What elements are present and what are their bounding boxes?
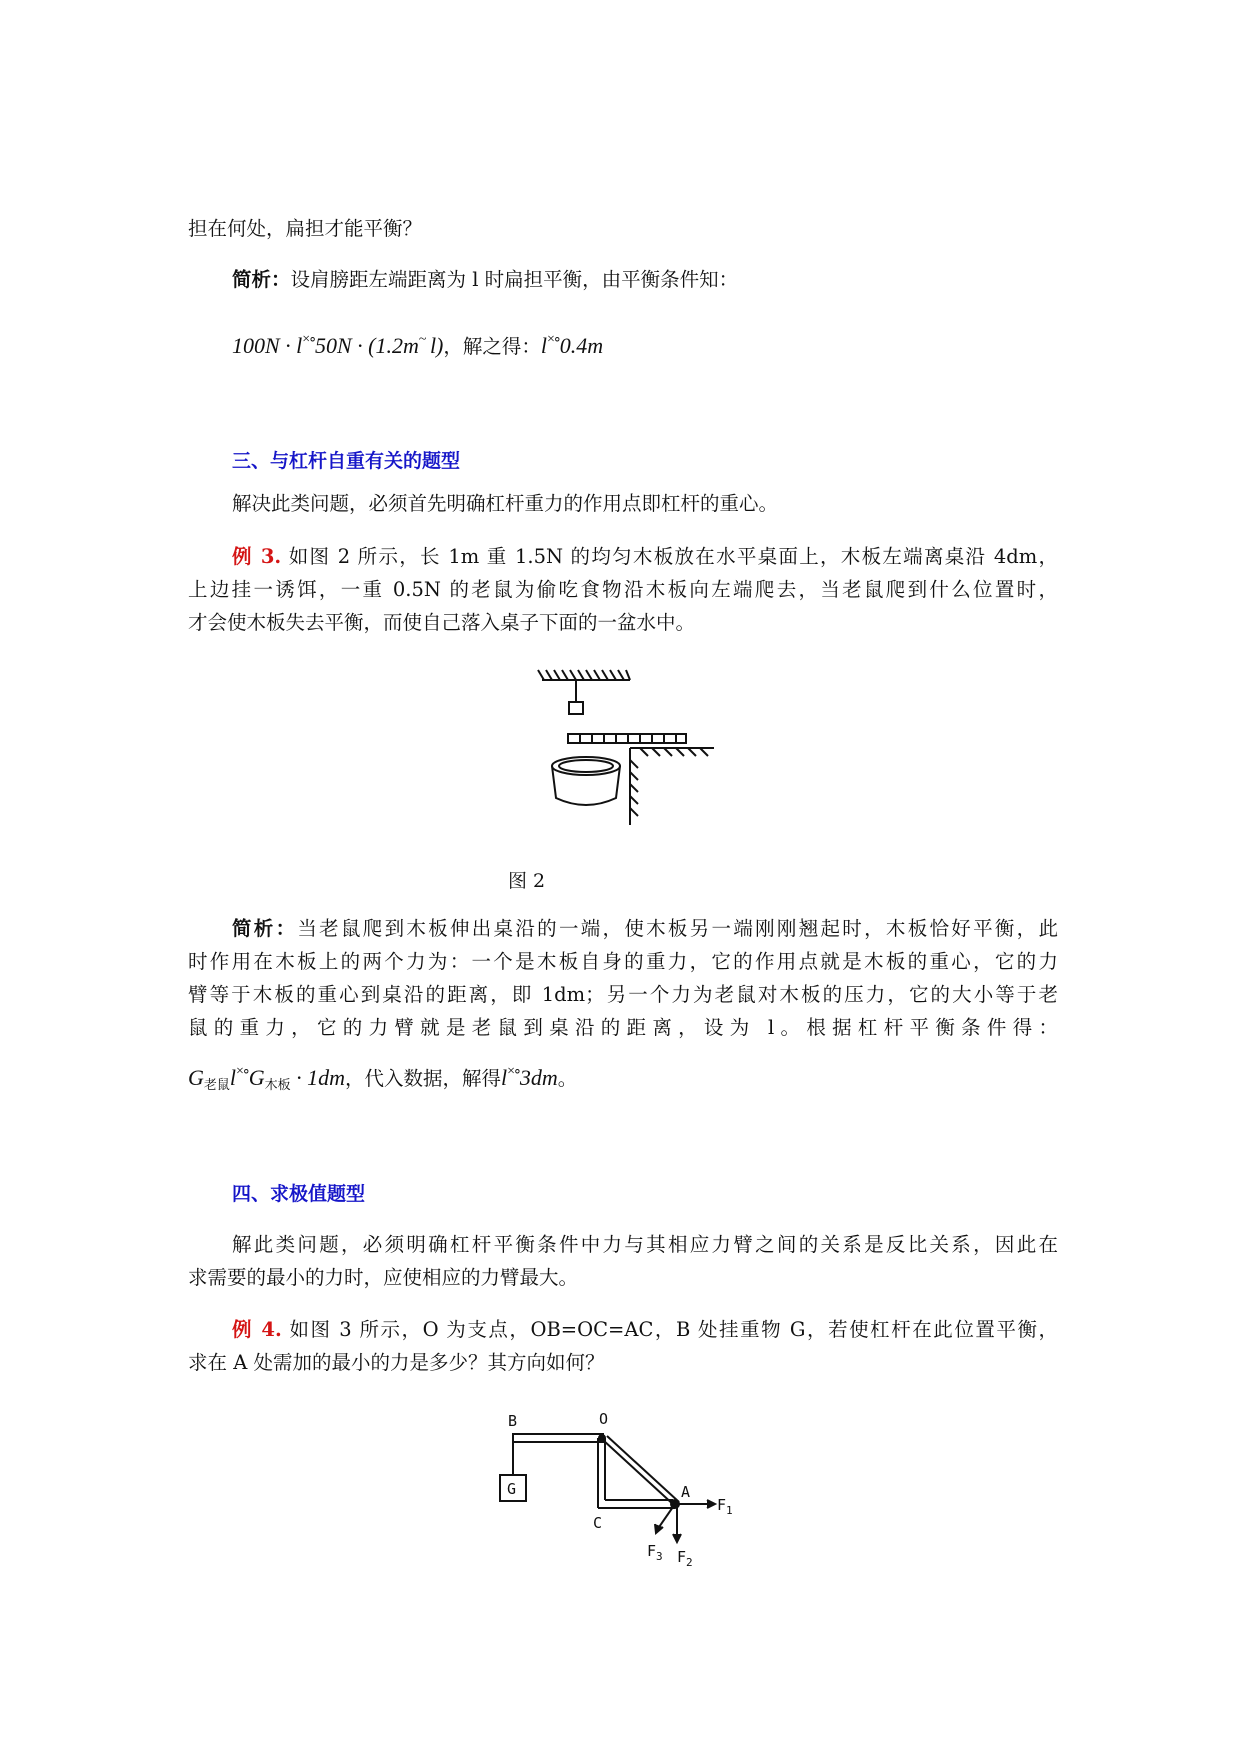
label-F2: $F_2$: [677, 1548, 693, 1569]
result-value: 0.4m: [559, 333, 604, 358]
example-3-line-2: 上边挂一诱饵，一重 0.5N 的老鼠为偷吃食物沿木板向左端爬去，当老鼠爬到什么位置时，: [188, 578, 1058, 601]
section-3-heading: 三、与杠杆自重有关的题型: [232, 450, 461, 472]
continued-question-text: 担在何处，扁担才能平衡？: [188, 217, 423, 240]
analysis-label: 简析：: [232, 268, 291, 291]
section-4-line-1: 解此类问题，必须明确杠杆平衡条件中力与其相应力臂之间的关系是反比关系，因此在: [232, 1233, 1058, 1256]
result-var: l: [540, 333, 548, 358]
formula-2: $G_{老鼠}l^{\times\circ}G_{木板} \cdot 1dm$，代入数据，解得l×∘3dm。: [188, 1064, 578, 1093]
formula-1: [232, 323, 603, 364]
equals-glyph: ×∘: [302, 332, 315, 347]
formula-connector: ，解之得：: [443, 335, 541, 358]
example-4-line-1: 例 4. 如图 3 所示，O 为支点，OB=OC=AC，B 处挂重物 G，若使杠杆在此位置平衡，: [232, 1318, 1058, 1341]
formula-left: 100N · l: [232, 333, 303, 358]
example-3-line-1: 例 3. 如图 2 所示，长 1m 重 1.5N 的均匀木板放在水平桌面上，木板左端离桌沿 4dm，: [232, 545, 1058, 568]
analysis-2-line-3: 臂等于木板的重心到桌沿的距离，即 1dm；另一个力为老鼠对木板的压力，它的大小等于老: [188, 983, 1058, 1006]
section-3-intro: 解决此类问题，必须首先明确杠杆重力的作用点即杠杆的重心。: [232, 492, 779, 515]
example-3-line-3: 才会使木板失去平衡，而使自己落入桌子下面的一盆水中。: [188, 611, 696, 634]
equals-glyph-4: ×∘: [507, 1064, 520, 1079]
equals-glyph-3: ×∘: [236, 1064, 249, 1079]
section-4-line-2: 求需要的最小的力时，应使相应的力臂最大。: [188, 1266, 579, 1289]
figure-2-diagram: [530, 660, 730, 840]
example-4-line-2: 求在 A 处需加的最小的力是多少？其方向如何？: [188, 1351, 605, 1374]
label-F1: $F_1$: [717, 1496, 733, 1517]
analysis-2-line-1: 简析：当老鼠爬到木板伸出桌沿的一端，使木板另一端刚刚翘起时，木板恰好平衡，此: [232, 917, 1058, 940]
analysis-2-line-4: 鼠的重力，它的力臂就是老鼠到桌沿的距离，设为 l。根据杠杆平衡条件得：: [188, 1016, 1058, 1039]
analysis-2-label: 简析：: [232, 917, 298, 940]
equals-glyph-2: ×∘: [547, 332, 560, 347]
label-C: C: [593, 1514, 603, 1532]
label-A: A: [681, 1483, 691, 1501]
analysis-1: [232, 263, 738, 297]
label-F3: $F_3$: [647, 1542, 663, 1563]
label-O: O: [599, 1410, 609, 1428]
formula-right: 50N · (1.2m: [314, 333, 419, 358]
figure-3-diagram: [495, 1400, 765, 1580]
minus-glyph: ~: [418, 332, 425, 347]
example-3-label: 例 3.: [232, 545, 282, 568]
example-4-label: 例 4.: [232, 1318, 282, 1341]
section-4-heading: 四、求极值题型: [232, 1183, 366, 1205]
analysis-2-line-2: 时作用在木板上的两个力为：一个是木板自身的重力，它的作用点就是木板的重心，它的力: [188, 950, 1058, 973]
formula-right-end: l): [424, 333, 444, 358]
figure-2-caption: 图 2: [508, 870, 546, 892]
analysis-text: 设肩膀距左端距离为 l 时扁担平衡，由平衡条件知：: [290, 268, 739, 291]
label-B: B: [508, 1412, 518, 1430]
label-G: G: [507, 1480, 517, 1498]
